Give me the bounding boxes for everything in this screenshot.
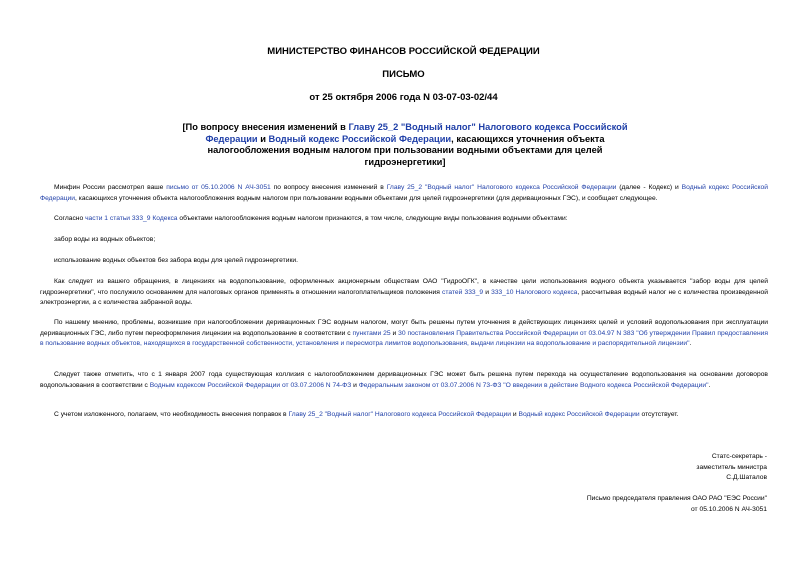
ministry-heading: МИНИСТЕРСТВО ФИНАНСОВ РОССИЙСКОЙ ФЕДЕРАЦИИ bbox=[267, 46, 540, 57]
text: и bbox=[511, 411, 519, 418]
paragraph-2 bbox=[40, 214, 768, 225]
link-federal-law-73fz[interactable]: Федеральным законом от 03.07.2006 N 73-ФЗ "О введении в действие Водного кодекса Российской Федерации" bbox=[358, 381, 709, 389]
subject-text: , касающихся уточнения объекта налогообложения водным налогом при пользовании водными объектами для целей гидроэнергетики] bbox=[207, 133, 605, 167]
subject-text: [По вопросу внесения изменений в bbox=[182, 122, 349, 132]
text: и bbox=[483, 288, 492, 296]
document-subject bbox=[180, 122, 630, 168]
subject-text: и bbox=[257, 133, 269, 144]
text: Как следует из вашего обращения, в лицензиях на водопользование, оформленных акционерным обществам ОАО "ГидроОГК", в качестве цели использования водного объекта указывается "забор воды для целей гидроэнергетики", что послужило основанием для налоговых органов применять в отношении налогоплательщиков положения bbox=[40, 278, 768, 296]
text: Минфин России рассмотрел ваше bbox=[54, 184, 167, 191]
text: , касающихся уточнения объекта налогообложения водным налогом при пользовании водными объектами для целей гидроэнергетики (для деривационных ГЭС), и сообщает следующее. bbox=[75, 194, 658, 202]
link-tax-code-chapter[interactable]: Главу 25_2 "Водный налог" Налогового кодекса Российской Федерации bbox=[386, 184, 617, 191]
text: объектами налогообложения водным налогом признаются, в том числе, следующие виды пользования водными объектами: bbox=[177, 215, 568, 222]
source-line-2: от 05.10.2006 N АЧ-3051 bbox=[690, 505, 767, 513]
text: Следует также отметить, что с 1 января 2007 года существующая коллизия с налогообложением деривационных ГЭС может быть решена путем перехода на осуществление водопользования на основании договоров водопользования в соответствии с bbox=[40, 371, 768, 389]
paragraph-4: использование водных объектов без забора воды для целей гидроэнергетики. bbox=[54, 257, 298, 264]
subject-link-tax-code-chapter[interactable]: Главу 25_2 "Водный налог" Налогового кодекса Российской Федерации bbox=[205, 122, 628, 144]
signature-role: Статс-секретарь - bbox=[711, 453, 767, 460]
link-tax-code-chapter[interactable]: Главу 25_2 "Водный налог" Налогового кодекса Российской Федерации bbox=[288, 411, 512, 418]
document-type-heading: ПИСЬМО bbox=[382, 69, 425, 80]
text: , рассчитывая водный налог не с количества произведенной электроэнергии, а с количества забранной воды. bbox=[40, 288, 768, 306]
link-water-code-74fz[interactable]: Водным кодексом Российской Федерации от 03.07.2006 N 74-ФЗ bbox=[149, 381, 352, 389]
link-water-code[interactable]: Водный кодекс Российской Федерации bbox=[518, 411, 640, 418]
paragraph-3: забор воды из водных объектов; bbox=[54, 236, 156, 243]
paragraph-5 bbox=[40, 277, 768, 309]
paragraph-6 bbox=[40, 318, 768, 350]
text: . bbox=[689, 340, 692, 347]
signature-position: заместитель министра bbox=[696, 463, 767, 471]
document-date-number: от 25 октября 2006 года N 03-07-03-02/44 bbox=[309, 92, 498, 103]
link-article-333-9[interactable]: статей 333_9 bbox=[442, 288, 484, 296]
signature-block bbox=[696, 452, 767, 484]
link-points-25[interactable]: пунктами 25 bbox=[352, 329, 391, 337]
source-line-1: Письмо председателя правления ОАО РАО "ЕЭС России" bbox=[586, 495, 767, 502]
text: С учетом изложенного, полагаем, что необходимость внесения поправок в bbox=[54, 411, 289, 418]
paragraph-8 bbox=[40, 410, 768, 421]
link-letter-ach-3051[interactable]: письмо от 05.10.2006 N АЧ-3051 bbox=[166, 184, 271, 191]
text: По нашему мнению, проблемы, возникшие при налогообложении деривационных ГЭС водным налогом, могут быть решены путем уточнения в действующих лицензиях целей и условий водопользования при эксплуатации деривационных ГЭС, либо путем переоформления лицензии на водопользование в соответствии с bbox=[40, 319, 768, 337]
text: по вопросу внесения изменений в bbox=[270, 184, 387, 191]
link-article-333-9[interactable]: части 1 статьи 333_9 Кодекса bbox=[85, 215, 178, 222]
text: отсутствует. bbox=[639, 411, 679, 418]
text: Согласно bbox=[54, 215, 86, 222]
subject-link-water-code[interactable]: Водный кодекс Российской Федерации bbox=[268, 133, 452, 144]
text: и bbox=[390, 329, 399, 337]
signature-name: С.Д.Шаталов bbox=[726, 474, 767, 481]
link-government-decree-383[interactable]: 30 постановления Правительства Российской Федерации от 03.04.97 N 383 "Об утверждении Правил предоставления в пользование водных объектов, находящихся в государственной собственности, установления и пересмотра лимитов водопользования, выдачи лицензии на водопользование и распорядительной лицензии" bbox=[40, 329, 769, 347]
source-reference bbox=[587, 494, 767, 515]
text: (далее - Кодекс) и bbox=[616, 184, 682, 191]
paragraph-1 bbox=[40, 183, 768, 204]
text: . bbox=[708, 381, 711, 389]
text: и bbox=[351, 381, 359, 389]
paragraph-7 bbox=[40, 370, 768, 391]
link-article-333-10[interactable]: 333_10 Налогового кодекса bbox=[491, 288, 578, 296]
link-water-code[interactable]: Водный кодекс Российской Федерации bbox=[40, 184, 768, 202]
